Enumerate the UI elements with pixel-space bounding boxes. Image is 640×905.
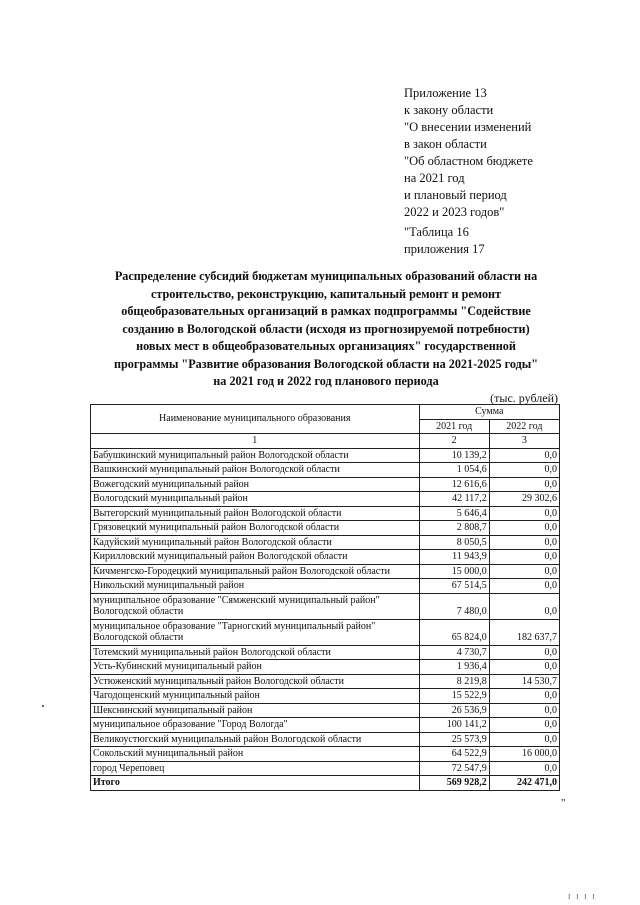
- table-row: [91, 564, 560, 579]
- appendix-line: "Таблица 16: [404, 225, 469, 239]
- table-row: [91, 579, 560, 594]
- table-row: [91, 747, 560, 762]
- row-name: город Череповец: [91, 761, 420, 776]
- total-2022: 242 471,0: [489, 776, 559, 791]
- appendix-line: "Об областном бюджете: [404, 154, 533, 168]
- row-value-2022: 0,0: [489, 477, 559, 492]
- total-2021: 569 928,2: [419, 776, 489, 791]
- column-number-row: [91, 434, 560, 449]
- row-name: Вашкинский муниципальный район Вологодской области: [91, 463, 420, 478]
- row-value-2022: 16 000,0: [489, 747, 559, 762]
- row-value-2021: 26 536,9: [419, 703, 489, 718]
- row-name: Кичменгско-Городецкий муниципальный район Вологодской области: [91, 564, 420, 579]
- row-name: муниципальное образование "Тарногский муниципальный район" Вологодской области: [91, 619, 420, 645]
- title-line: строительство, реконструкцию, капитальный ремонт и ремонт: [150, 286, 502, 301]
- row-value-2021: 67 514,5: [419, 579, 489, 594]
- appendix-line: Приложение 13: [404, 86, 487, 100]
- header-sum: Сумма: [419, 405, 559, 420]
- appendix-line: и плановый период: [404, 188, 507, 202]
- row-name: Чагодощенский муниципальный район: [91, 689, 420, 704]
- title-line: программы "Развитие образования Вологодской области на 2021-2025 годы": [113, 356, 539, 371]
- row-value-2021: 42 117,2: [419, 492, 489, 507]
- row-value-2022: 0,0: [489, 564, 559, 579]
- table-row: [91, 674, 560, 689]
- table-row: [91, 477, 560, 492]
- table-row: [91, 689, 560, 704]
- row-value-2022: 29 302,6: [489, 492, 559, 507]
- row-name: Устюженский муниципальный район Вологодской области: [91, 674, 420, 689]
- appendix-line: приложения 17: [404, 242, 485, 256]
- row-value-2021: 10 139,2: [419, 448, 489, 463]
- header-2022: 2022 год: [489, 419, 559, 434]
- row-value-2021: 25 573,9: [419, 732, 489, 747]
- row-name: Вожегодский муниципальный район: [91, 477, 420, 492]
- row-value-2021: 11 943,9: [419, 550, 489, 565]
- row-value-2021: 72 547,9: [419, 761, 489, 776]
- appendix-line: "О внесении изменений: [404, 120, 532, 134]
- row-name: Кадуйский муниципальный район Вологодской области: [91, 535, 420, 550]
- table-row: [91, 703, 560, 718]
- table-row: [91, 506, 560, 521]
- table-row: [91, 660, 560, 675]
- appendix-block: [404, 85, 533, 258]
- total-row: [91, 776, 560, 791]
- title-line: созданию в Вологодской области (исходя из прогнозируемой потребности): [122, 321, 530, 336]
- row-name: Тотемский муниципальный район Вологодской области: [91, 645, 420, 660]
- row-value-2021: 8 050,5: [419, 535, 489, 550]
- row-name: Усть-Кубинский муниципальный район: [91, 660, 420, 675]
- total-label: Итого: [91, 776, 420, 791]
- column-number: 3: [489, 434, 559, 449]
- row-value-2022: 0,0: [489, 689, 559, 704]
- table-row: [91, 535, 560, 550]
- subsidy-table: [90, 404, 560, 791]
- row-value-2022: 0,0: [489, 703, 559, 718]
- column-number: 2: [419, 434, 489, 449]
- row-value-2022: 0,0: [489, 448, 559, 463]
- row-name: Бабушкинский муниципальный район Вологодской области: [91, 448, 420, 463]
- row-value-2021: 12 616,6: [419, 477, 489, 492]
- appendix-line: на 2021 год: [404, 171, 465, 185]
- table-row: [91, 448, 560, 463]
- table-row: [91, 732, 560, 747]
- row-value-2022: 182 637,7: [489, 619, 559, 645]
- row-value-2022: 0,0: [489, 550, 559, 565]
- row-value-2022: 0,0: [489, 660, 559, 675]
- corner-mark: I I I I: [568, 893, 597, 901]
- appendix-line: в закон области: [404, 137, 487, 151]
- row-name: Грязовецкий муниципальный район Вологодской области: [91, 521, 420, 536]
- row-name: Великоустюгский муниципальный район Вологодской области: [91, 732, 420, 747]
- row-value-2021: 5 646,4: [419, 506, 489, 521]
- row-value-2022: 0,0: [489, 718, 559, 733]
- row-value-2021: 65 824,0: [419, 619, 489, 645]
- row-name: муниципальное образование "Город Вологда": [91, 718, 420, 733]
- title-line: общеобразовательных организаций в рамках подпрограммы "Содействие: [121, 304, 531, 318]
- row-value-2022: 0,0: [489, 593, 559, 619]
- appendix-line: 2022 и 2023 годов": [404, 205, 505, 219]
- row-value-2022: 0,0: [489, 506, 559, 521]
- row-name: Кирилловский муниципальный район Вологодской области: [91, 550, 420, 565]
- row-value-2022: 0,0: [489, 535, 559, 550]
- row-value-2022: 0,0: [489, 732, 559, 747]
- units-label: (тыс. рублей): [490, 391, 558, 405]
- row-value-2021: 8 219,8: [419, 674, 489, 689]
- table-row: [91, 761, 560, 776]
- header-2021: 2021 год: [419, 419, 489, 434]
- title-line: новых мест в общеобразовательных организациях" государственной: [136, 339, 516, 353]
- title-line: на 2021 год и 2022 год планового периода: [213, 374, 439, 388]
- row-value-2021: 4 730,7: [419, 645, 489, 660]
- table-row: [91, 645, 560, 660]
- row-value-2022: 14 530,7: [489, 674, 559, 689]
- document-title: [90, 268, 562, 391]
- table-header-row: [91, 405, 560, 420]
- row-value-2022: 0,0: [489, 579, 559, 594]
- row-value-2021: 64 522,9: [419, 747, 489, 762]
- table-row: [91, 593, 560, 619]
- row-name: Вытегорский муниципальный район Вологодской области: [91, 506, 420, 521]
- appendix-line: к закону области: [404, 103, 494, 117]
- table-row: [91, 718, 560, 733]
- row-value-2022: 0,0: [489, 463, 559, 478]
- row-name: муниципальное образование "Сямженский муниципальный район" Вологодской области: [91, 593, 420, 619]
- table-row: [91, 492, 560, 507]
- row-name: Шекснинский муниципальный район: [91, 703, 420, 718]
- row-value-2021: 1 054,6: [419, 463, 489, 478]
- table-row: [91, 521, 560, 536]
- row-value-2021: 15 000,0: [419, 564, 489, 579]
- row-value-2021: 2 808,7: [419, 521, 489, 536]
- row-name: Сокольский муниципальный район: [91, 747, 420, 762]
- row-value-2021: 7 480,0: [419, 593, 489, 619]
- row-value-2021: 100 141,2: [419, 718, 489, 733]
- scan-speck: [42, 705, 44, 707]
- row-value-2021: 1 936,4: [419, 660, 489, 675]
- title-line: Распределение субсидий бюджетам муниципальных образований области на: [114, 269, 538, 283]
- row-value-2022: 0,0: [489, 521, 559, 536]
- table-row: [91, 619, 560, 645]
- header-name: Наименование муниципального образования: [91, 405, 420, 434]
- closing-quote: ": [561, 797, 566, 809]
- row-value-2021: 15 522,9: [419, 689, 489, 704]
- table-row: [91, 463, 560, 478]
- row-value-2022: 0,0: [489, 761, 559, 776]
- table-row: [91, 550, 560, 565]
- row-value-2022: 0,0: [489, 645, 559, 660]
- row-name: Вологодский муниципальный район: [91, 492, 420, 507]
- column-number: 1: [91, 434, 420, 449]
- row-name: Никольский муниципальный район: [91, 579, 420, 594]
